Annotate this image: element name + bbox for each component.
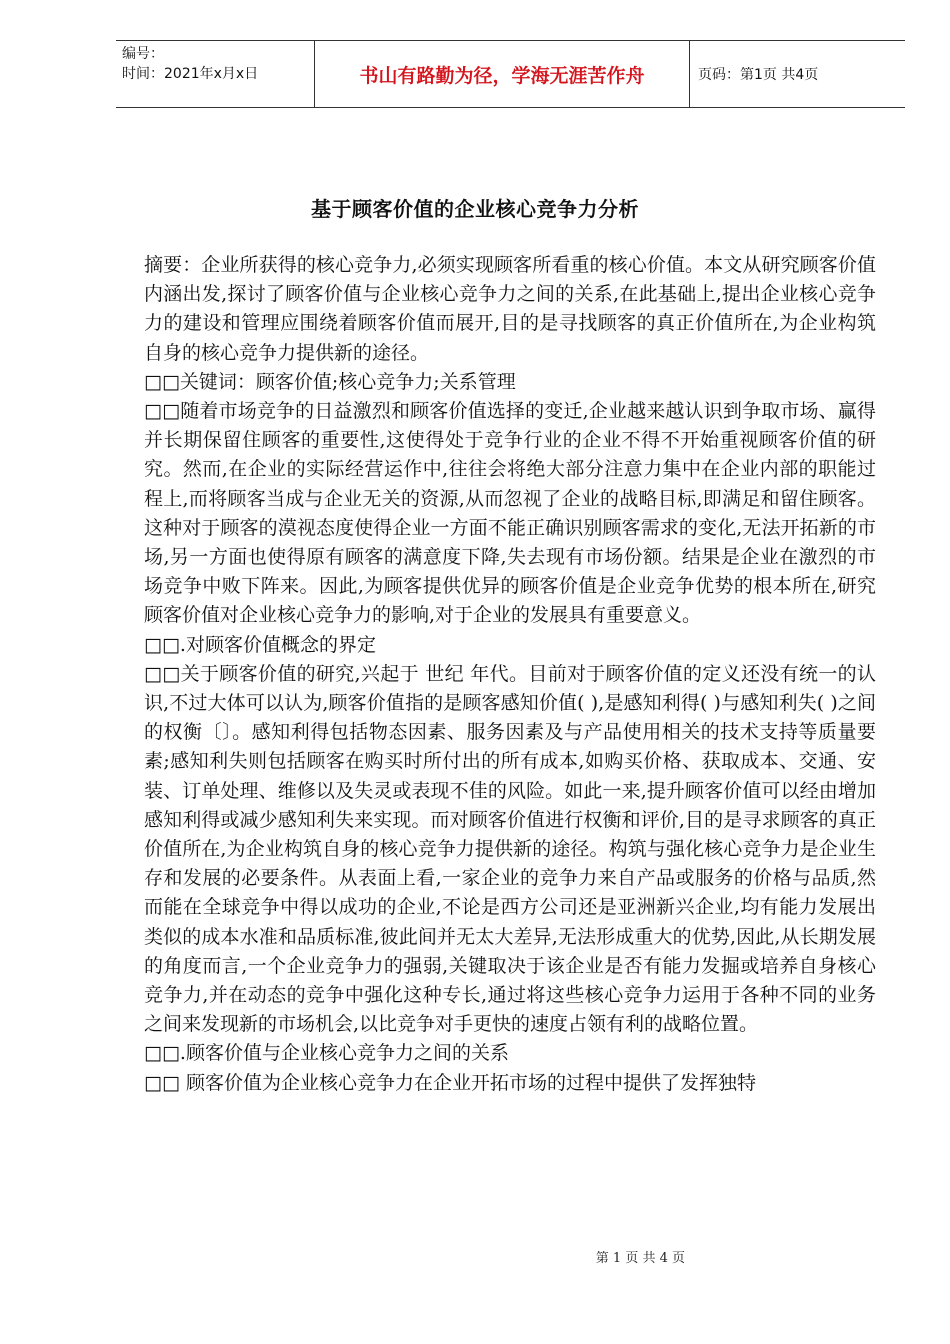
keywords-paragraph: □□关键词：顾客价值;核心竞争力;关系管理 (144, 370, 516, 393)
section-1-paragraph: □□关于顾客价值的研究,兴起于 世纪 年代。目前对于顾客价值的定义还没有统一的认识,不过大体可以认为,顾客价值指的是顾客感知价值( ),是感知利得( )与感知利失( )之间的权衡〔〕。感知利得包括物态因素、服务因素及与产品使用相关的技术支持等质量要素;感知利失则包括顾客在购买时所付出的所有成本,如购买价格、获取成本、交通、安装、订单处理、维修以及失灵或表现不佳的风险。如此一来,提升顾客价值可以经由增加感知利得或减少感知利失来实现。而对顾客价值进行权衡和评价,目的是寻求顾客的真正价值所在,为企业构筑自身的核心竞争力提供新的途径。构筑与强化核心竞争力是企业生存和发展的必要条件。从表面上看,一家企业的竞争力来自产品或服务的价格与品质,然而能在全球竞争中得以成功的企业,不论是西方公司还是亚洲新兴企业,均有能力发展出类似的成本水准和品质标准,彼此间并无太大差异,无法形成重大的优势,因此,从长期发展的角度而言,一个企业竞争力的强弱,关键取决于该企业是否有能力发掘或培养自身核心竞争力,并在动态的竞争中强化这种专长,通过将这些核心竞争力运用于各种不同的业务之间来发现新的市场机会,以比竞争对手更快的速度占领有利的战略位置。 (144, 662, 876, 1036)
document-body (144, 251, 876, 1098)
intro-paragraph: □□随着市场竞争的日益激烈和顾客价值选择的变迁,企业越来越认识到争取市场、赢得并长期保留住顾客的重要性,这使得处于竞争行业的企业不得不开始重视顾客价值的研究。然而,在企业的实际经营运作中,往往会将绝大部分注意力集中在企业内部的职能过程上,而将顾客当成与企业无关的资源,从而忽视了企业的战略目标,即满足和留住顾客。这种对于顾客的漠视态度使得企业一方面不能正确识别顾客需求的变化,无法开拓新的市场,另一方面也使得原有顾客的满意度下降,失去现有市场份额。结果是企业在激烈的市场竞争中败下阵来。因此,为顾客提供优异的顾客价值是企业竞争优势的根本所在,研究顾客价值对企业核心竞争力的影响,对于企业的发展具有重要意义。 (144, 400, 876, 627)
page-info-text: 页码：第1页 共4页 (698, 67, 819, 83)
header-meta (116, 41, 315, 107)
motto-text: 书山有路勤为径，学海无涯苦作舟 (359, 64, 645, 87)
document-title: 基于顾客价值的企业核心竞争力分析 (311, 197, 639, 221)
document-header (116, 40, 905, 108)
abstract-paragraph: 摘要：企业所获得的核心竞争力,必须实现顾客所看重的核心价值。本文从研究顾客价值内涵出发,探讨了顾客价值与企业核心竞争力之间的关系,在此基础上,提出企业核心竞争力的建设和管理应围绕着顾客价值而展开,目的是寻找顾客的真正价值所在,为企业构筑自身的核心竞争力提供新的途径。 (144, 254, 876, 364)
header-motto (315, 41, 690, 107)
page-footer (0, 1247, 950, 1266)
section-2-paragraph: □□ 顾客价值为企业核心竞争力在企业开拓市场的过程中提供了发挥独特 (144, 1071, 756, 1094)
document-number-label: 编号： (122, 46, 164, 62)
section-heading-1: □□.对顾客价值概念的界定 (144, 633, 376, 656)
footer-page-number: 第 1 页 共 4 页 (595, 1251, 685, 1266)
document-time-label: 时间：2021年x月x日 (122, 66, 259, 82)
header-page-info (690, 41, 905, 107)
section-heading-2: □□.顾客价值与企业核心竞争力之间的关系 (144, 1042, 509, 1065)
